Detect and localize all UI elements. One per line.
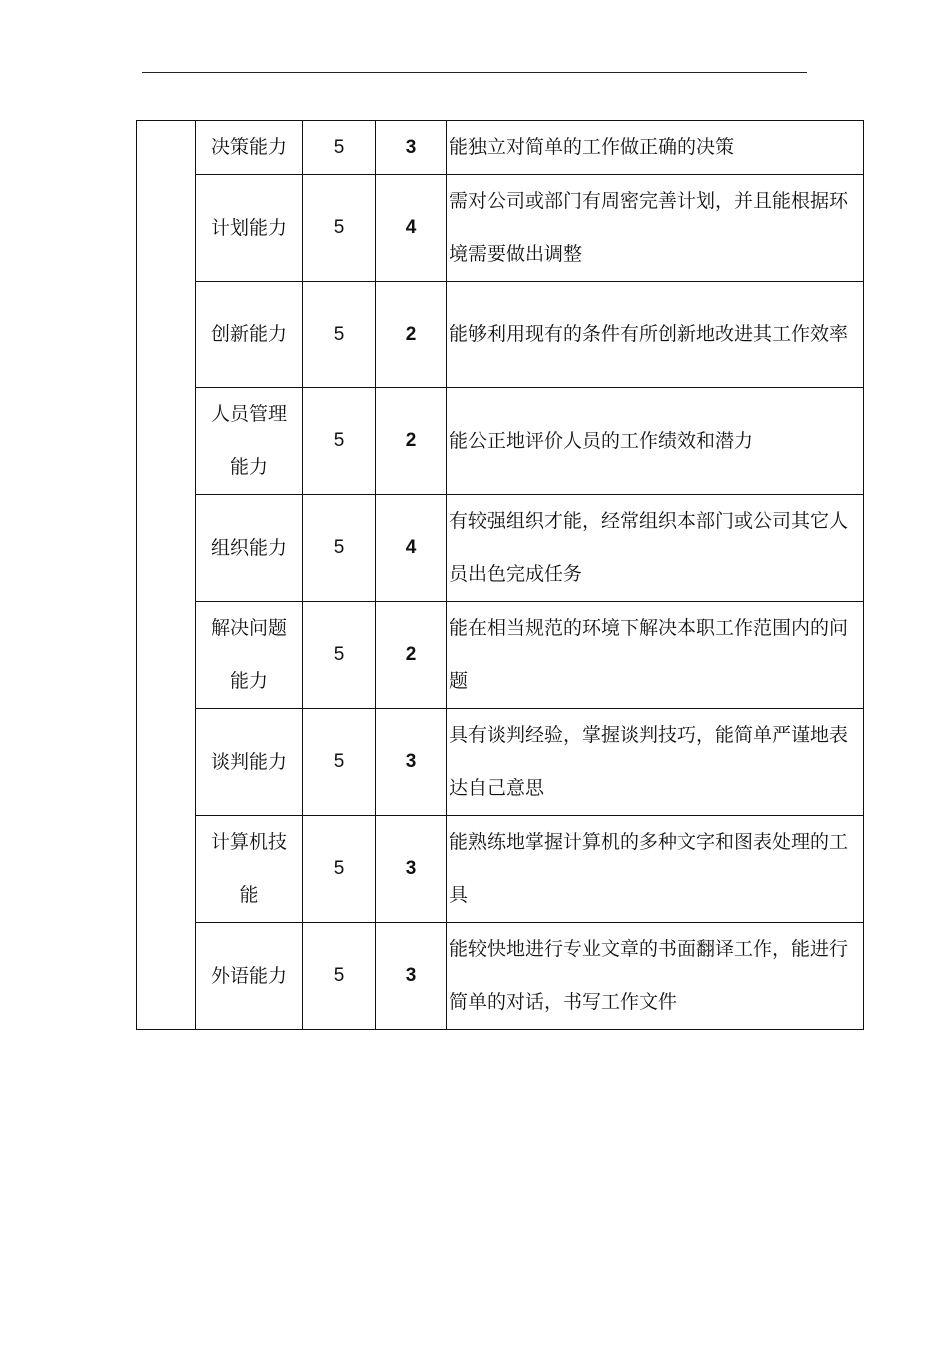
table-row — [137, 709, 864, 816]
ability-name: 计划能力 — [196, 175, 303, 282]
full-score: 5 — [303, 388, 376, 495]
full-score: 5 — [303, 282, 376, 388]
ability-name: 谈判能力 — [196, 709, 303, 816]
ability-description: 能够利用现有的条件有所创新地改进其工作效率 — [447, 282, 864, 388]
full-score: 5 — [303, 923, 376, 1030]
ability-name: 人员管理能力 — [196, 388, 303, 495]
ability-name: 解决问题能力 — [196, 602, 303, 709]
score: 3 — [376, 709, 447, 816]
table-row — [137, 602, 864, 709]
score: 3 — [376, 923, 447, 1030]
ability-description: 能熟练地掌握计算机的多种文字和图表处理的工具 — [447, 816, 864, 923]
table-row — [137, 282, 864, 388]
ability-name: 计算机技能 — [196, 816, 303, 923]
score: 2 — [376, 282, 447, 388]
full-score: 5 — [303, 175, 376, 282]
score: 2 — [376, 602, 447, 709]
table-row — [137, 816, 864, 923]
ability-name: 外语能力 — [196, 923, 303, 1030]
table-row — [137, 923, 864, 1030]
ability-description: 需对公司或部门有周密完善计划，并且能根据环境需要做出调整 — [447, 175, 864, 282]
ability-name: 创新能力 — [196, 282, 303, 388]
score: 4 — [376, 495, 447, 602]
table-row — [137, 175, 864, 282]
score: 3 — [376, 121, 447, 175]
ability-table — [136, 120, 864, 1030]
ability-description: 具有谈判经验，掌握谈判技巧，能简单严谨地表达自己意思 — [447, 709, 864, 816]
table-row — [137, 121, 864, 175]
full-score: 5 — [303, 602, 376, 709]
ability-description: 能在相当规范的环境下解决本职工作范围内的问题 — [447, 602, 864, 709]
score: 3 — [376, 816, 447, 923]
full-score: 5 — [303, 121, 376, 175]
full-score: 5 — [303, 495, 376, 602]
header-rule — [142, 72, 807, 73]
table-row — [137, 388, 864, 495]
ability-description: 能公正地评价人员的工作绩效和潜力 — [447, 388, 864, 495]
ability-name: 组织能力 — [196, 495, 303, 602]
full-score: 5 — [303, 816, 376, 923]
score: 2 — [376, 388, 447, 495]
score: 4 — [376, 175, 447, 282]
table-row — [137, 495, 864, 602]
group-cell — [137, 121, 196, 1030]
ability-description: 能较快地进行专业文章的书面翻译工作，能进行简单的对话，书写工作文件 — [447, 923, 864, 1030]
ability-name: 决策能力 — [196, 121, 303, 175]
ability-description: 能独立对简单的工作做正确的决策 — [447, 121, 864, 175]
full-score: 5 — [303, 709, 376, 816]
ability-description: 有较强组织才能，经常组织本部门或公司其它人员出色完成任务 — [447, 495, 864, 602]
